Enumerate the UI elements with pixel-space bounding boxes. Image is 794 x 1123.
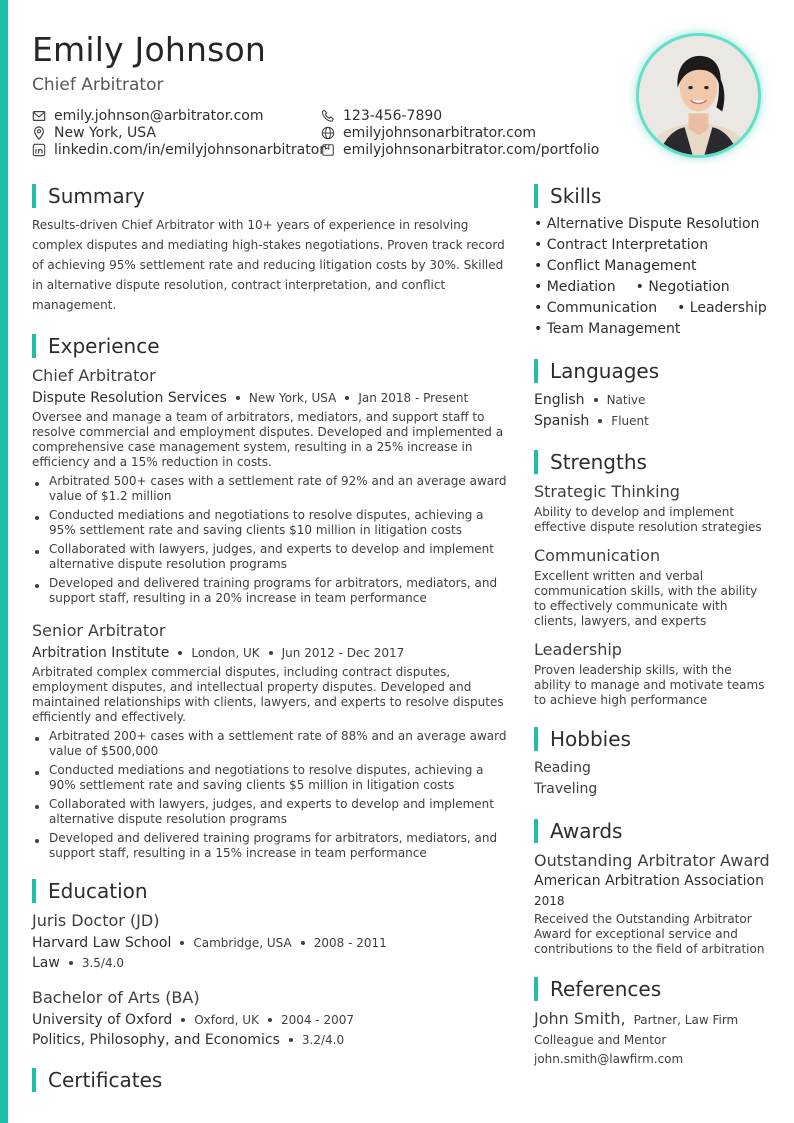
education-entry [32,911,512,971]
skills-heading [534,184,770,208]
strength-name: Strategic Thinking [534,482,680,501]
languages-list [534,389,770,431]
degree: Juris Doctor (JD) [32,911,160,930]
education-dates: 2004 - 2007 [280,1013,354,1027]
strengths-heading [534,450,770,474]
awards-heading [534,819,770,843]
school: University of Oxford [32,1012,173,1028]
strength-item [534,546,770,629]
job-entry [32,621,512,861]
job-role: Chief Arbitrator [32,366,156,385]
skill-item: • Conflict Management [534,258,697,274]
education-meta [32,935,512,951]
list-item: Arbitrated 200+ cases with a settlement rate of 88% and an average award value of $500,000 [32,729,512,759]
strengths-title: Strengths [550,450,647,474]
job-role: Senior Arbitrator [32,621,166,640]
skills-list [534,214,770,340]
certificates-heading [32,1068,512,1092]
job-bullets [32,729,512,861]
reference-email[interactable]: john.smith@lawfirm.com [534,1052,684,1066]
separator-dot [69,961,73,965]
award-name: Outstanding Arbitrator Award [534,851,770,870]
field-of-study: Politics, Philosophy, and Economics [32,1032,280,1048]
heading-accent [534,819,538,843]
list-item: Developed and delivered training programs for arbitrators, mediators, and support staff, resulting in a 15% increase in team performance [32,831,512,861]
location-text: New York, USA [54,125,156,141]
award-desc: Received the Outstanding Arbitrator Award for exceptional service and contributions to the field of arbitration [534,912,765,956]
job-entry [32,366,512,606]
contact-website[interactable] [321,125,536,141]
list-item: Collaborated with lawyers, judges, and experts to develop and implement alternative dispute resolution programs [32,542,512,572]
candidate-title: Chief Arbitrator [32,75,164,95]
languages-heading [534,359,770,383]
portfolio-icon [321,143,335,157]
summary-text: Results-driven Chief Arbitrator with 10+ years of experience in resolving complex disputes and mediating high-stakes negotiations. Proven track record of achieving 95% settlement rate and reducing litigation costs by 30%. Skilled in alternative dispute resolution, contract interpretation, and conflict management. [32,218,505,312]
job-meta [32,390,512,406]
candidate-name: Emily Johnson [32,30,267,69]
skills-title: Skills [550,184,602,208]
field-of-study: Law [32,955,60,971]
job-dates: Jan 2018 - Present [358,391,469,405]
heading-accent [32,334,36,358]
separator-dot [598,419,602,423]
job-bullets [32,474,512,606]
language-item [534,410,770,431]
language-item [534,389,770,410]
globe-icon [321,126,335,140]
job-location: London, UK [191,646,260,660]
award-year: 2018 [534,894,565,908]
contact-phone[interactable] [321,108,442,124]
linkedin-icon [32,143,46,157]
phone-text: 123-456-7890 [343,108,443,124]
education-title: Education [48,879,148,903]
strength-desc: Ability to develop and implement effective dispute resolution strategies [534,505,762,534]
list-item: Developed and delivered training programs for arbitrators, mediators, and support staff, resulting in a 20% increase in team performance [32,576,512,606]
languages-title: Languages [550,359,660,383]
job-org: Dispute Resolution Services [32,390,227,406]
references-title: References [550,977,662,1001]
education-heading [32,879,512,903]
education-entry [32,988,512,1048]
education-meta [32,1012,512,1028]
hobbies-list [534,758,770,800]
contact-location [32,125,156,141]
skill-item: • Contract Interpretation [534,237,709,253]
separator-dot [178,651,182,655]
heading-accent [32,1068,36,1092]
email-text: emily.johnson@arbitrator.com [54,108,264,124]
school-location: Oxford, UK [194,1013,259,1027]
portfolio-text: emilyjohnsonarbitrator.com/portfolio [343,142,600,158]
left-column [32,184,512,1092]
school-location: Cambridge, USA [193,936,292,950]
language-name: English [534,391,585,408]
skill-item: • Leadership [677,300,767,316]
pin-icon [32,126,46,140]
strength-item [534,640,770,708]
awards-title: Awards [550,819,623,843]
separator-dot [268,1018,272,1022]
certificates-title: Certificates [48,1068,163,1092]
accent-bar [0,0,8,1123]
job-dates: Jun 2012 - Dec 2017 [281,646,405,660]
hobby-item: Reading [534,760,591,776]
heading-accent [534,977,538,1001]
language-level: Native [606,392,646,407]
hobbies-title: Hobbies [550,727,631,751]
heading-accent [534,727,538,751]
job-description: Arbitrated complex commercial disputes, including contract disputes, employment disputes, and intellectual property disputes. Developed and maintained relationships with clients, lawyers, and experts to resolve disputes efficiently and effectively. [32,665,504,724]
strength-desc: Excellent written and verbal communication skills, with the ability to effectively communicate with clients, lawyers, and experts [534,569,758,628]
separator-dot [289,1038,293,1042]
reference-position: Partner, Law Firm [633,1013,739,1027]
summary-title: Summary [48,184,145,208]
heading-accent [32,879,36,903]
education-field-row [32,955,512,971]
gpa: 3.2/4.0 [301,1033,345,1047]
gpa: 3.5/4.0 [81,956,125,970]
reference-relation: Colleague and Mentor [534,1033,667,1047]
education-dates: 2008 - 2011 [313,936,387,950]
skill-item: • Negotiation [635,279,730,295]
skill-item: • Alternative Dispute Resolution [534,216,760,232]
list-item: Arbitrated 500+ cases with a settlement rate of 92% and an average award value of $1.2 million [32,474,512,504]
heading-accent [534,184,538,208]
list-item: Collaborated with lawyers, judges, and experts to develop and implement alternative dispute resolution programs [32,797,512,827]
profile-photo [636,33,761,158]
experience-heading [32,334,512,358]
separator-dot [181,1018,185,1022]
list-item: Conducted mediations and negotiations to resolve disputes, achieving a 95% settlement rate and saving clients $10 million in litigation costs [32,508,512,538]
list-item: Conducted mediations and negotiations to resolve disputes, achieving a 90% settlement rate and saving clients $5 million in litigation costs [32,763,512,793]
skill-item: • Mediation [534,279,616,295]
award-item [534,851,770,957]
mail-icon [32,109,46,123]
job-location: New York, USA [248,391,337,405]
award-issuer: American Arbitration Association [534,873,764,889]
separator-dot [236,396,240,400]
separator-dot [594,398,598,402]
strength-item [534,482,770,535]
job-meta [32,645,512,661]
summary-heading [32,184,512,208]
heading-accent [534,450,538,474]
contact-email[interactable] [32,108,264,124]
job-description: Oversee and manage a team of arbitrators, mediators, and support staff to resolve commercial and employment disputes. Developed and implemented a comprehensive case management system, resulting in a 25% increase in efficiency and a 15% reduction in costs. [32,410,504,469]
separator-dot [269,651,273,655]
language-level: Fluent [611,413,649,428]
skill-item: • Communication [534,300,658,316]
job-org: Arbitration Institute [32,645,170,661]
strength-desc: Proven leadership skills, with the ability to manage and motivate teams to achieve high performance [534,663,765,707]
resume-header [32,30,632,95]
degree: Bachelor of Arts (BA) [32,988,200,1007]
education-field-row [32,1032,512,1048]
hobby-item: Traveling [534,781,598,797]
profile-photo-illustration [639,36,758,155]
strength-name: Leadership [534,640,622,659]
school: Harvard Law School [32,935,172,951]
phone-icon [321,109,335,123]
language-name: Spanish [534,412,590,429]
strength-name: Communication [534,546,661,565]
right-column [534,184,770,1066]
reference-item [534,1009,770,1066]
linkedin-text: linkedin.com/in/emilyjohnsonarbitrator [54,142,326,158]
website-text: emilyjohnsonarbitrator.com [343,125,537,141]
experience-title: Experience [48,334,160,358]
separator-dot [345,396,349,400]
reference-name: John Smith, [534,1009,626,1028]
contact-linkedin[interactable] [32,142,325,158]
heading-accent [32,184,36,208]
separator-dot [180,941,184,945]
contact-portfolio[interactable] [321,142,599,158]
skill-item: • Team Management [534,321,681,337]
references-heading [534,977,770,1001]
heading-accent [534,359,538,383]
separator-dot [301,941,305,945]
hobbies-heading [534,727,770,751]
